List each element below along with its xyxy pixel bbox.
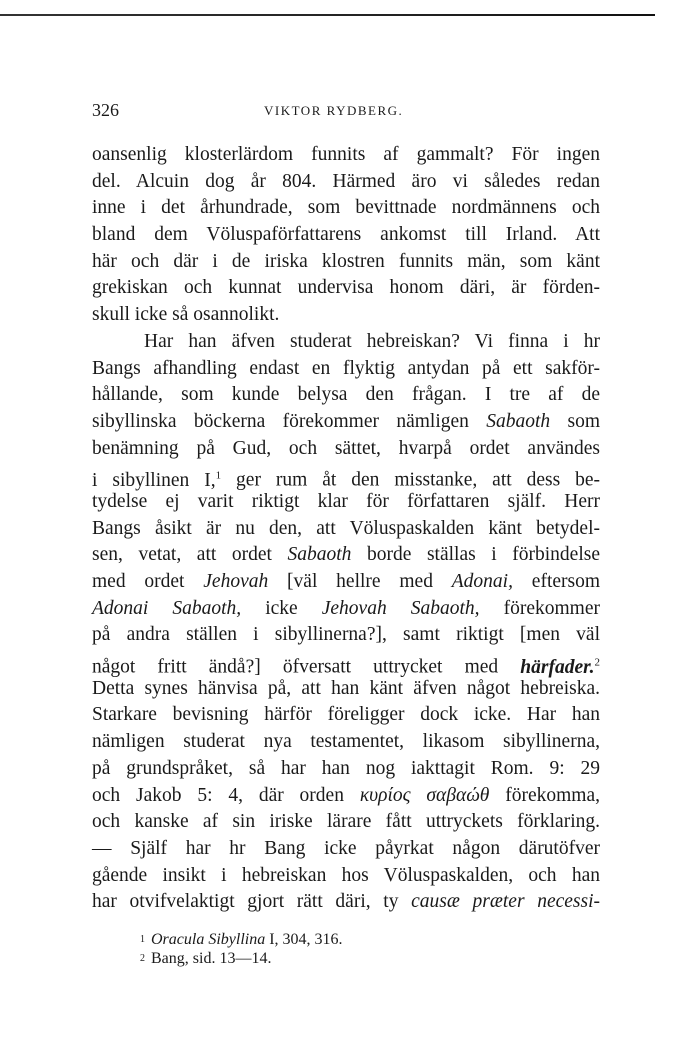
text-fragment: med ordet (92, 571, 185, 592)
text-fragment: borde ställas i förbindelse (367, 544, 601, 566)
text-line: inne i det århundrade, som bevittnade nordmännens och (92, 197, 600, 219)
italic-term: causæ præter necessi- (411, 891, 601, 913)
page-number: 326 (92, 100, 119, 120)
text-fragment: ger rum åt den misstanke, att dess be- (236, 469, 601, 491)
text-line (92, 596, 600, 623)
italic-term: Adonai, (451, 571, 513, 592)
footnote-ref-text: I, 304, 316. (269, 931, 343, 948)
footnotes (140, 930, 600, 968)
footnote-title: Oracula Sibyllina (151, 931, 266, 948)
greek-term: κυρίος σαβαώθ (359, 784, 490, 806)
text-fragment: i sibyllinen I,$^1$ (92, 469, 222, 491)
text-fragment: något fritt ändå?] öfversatt uttrycket med (92, 656, 499, 678)
text-fragment: har otvifvelaktigt gjort rätt däri, ty (92, 891, 399, 913)
text-line: tydelse ej varit riktigt klar för författaren själf. Herr (92, 490, 600, 512)
footnote-text: Bang, sid. 13—14. (151, 950, 272, 967)
italic-term: Jehovah (203, 571, 269, 592)
text-line: skull icke så osannolikt. (92, 304, 280, 326)
text-line: — Själf har hr Bang icke påyrkat någon därutöfver (92, 837, 600, 859)
footnote-mark: 1 (140, 934, 145, 945)
italic-term: Sabaoth (287, 544, 352, 566)
text-line: gående insikt i hebreiskan hos Völuspaskalden, och han (92, 864, 600, 886)
text-line: Bangs åsikt är nu den, att Völuspaskalden känt betydel- (92, 517, 600, 539)
text-line: på andra ställen i sibyllinerna?], samt riktigt [men väl (92, 624, 600, 646)
text-line: här och där i de iriska klostren funnits män, som känt (92, 250, 600, 272)
footnote-ref[interactable]: 1 (215, 469, 222, 482)
text-fragment: [väl hellre med (287, 571, 433, 592)
italic-term: Jehovah Sabaoth, (321, 597, 480, 619)
text-line: och kanske af sin iriske lärare fått uttryckets förklaring. (92, 811, 600, 833)
footnote-ref[interactable]: 2 (594, 656, 601, 669)
text-line (92, 409, 600, 436)
text-line: Bangs afhandling endast en flyktig antydan på ett sakför- (92, 357, 600, 379)
text-fragment: sibyllinska böckerna förekommer nämligen (92, 410, 469, 432)
running-head: VIKTOR RYDBERG. (264, 103, 404, 118)
footnote-mark: 2 (140, 953, 145, 964)
text-fragment: som (567, 410, 601, 432)
italic-term: Sabaoth (486, 410, 551, 432)
text-line (92, 889, 600, 916)
text-fragment: sen, vetat, att ordet (92, 544, 272, 566)
text-line: nämligen studerat nya testamentet, likasom sibyllinerna, (92, 731, 600, 753)
top-rule (0, 14, 655, 16)
text-line (92, 462, 600, 489)
text-fragment: och Jakob 5: 4, där orden (92, 784, 344, 806)
text-line: grekiskan och kunnat undervisa honom däri, är förden- (92, 277, 600, 299)
page-header (92, 100, 600, 124)
text-line: Starkare bevisning härför föreligger dock icke. Har han (92, 704, 600, 726)
text-line (92, 649, 600, 676)
body-text (92, 142, 600, 916)
text-line (92, 783, 600, 810)
text-line: benämning på Gud, och sättet, hvarpå ordet användes (92, 437, 600, 459)
text-fragment: icke (265, 597, 298, 619)
text-fragment: eftersom (531, 571, 601, 592)
text-fragment (520, 657, 600, 678)
text-line: Detta synes hänvisa på, att han känt äfven något hebreiska. (92, 677, 600, 699)
text-line: del. Alcuin dog år 804. Härmed äro vi således redan (92, 170, 600, 192)
text-line: Har han äfven studerat hebreiskan? Vi finna i hr (144, 330, 600, 352)
italic-term: Adonai Sabaoth, (92, 597, 242, 619)
text-line: på grundspråket, så har han nog iakttagit Rom. 9: 29 (92, 757, 600, 779)
text-line (92, 569, 600, 596)
text-line (92, 542, 600, 569)
italic-term: härfader. (520, 656, 595, 678)
text-fragment: förekomma, (505, 784, 600, 806)
text-line: bland dem Völuspaförfattarens ankomst till Irland. Att (92, 224, 600, 246)
text-line: oansenlig klosterlärdom funnits af gammalt? För ingen (92, 144, 600, 165)
footnote-2 (140, 949, 600, 968)
footnote-1 (140, 930, 600, 949)
text-fragment: förekommer (503, 597, 600, 619)
text-line: hållande, som kunde belysa den frågan. I tre af de (92, 384, 600, 406)
